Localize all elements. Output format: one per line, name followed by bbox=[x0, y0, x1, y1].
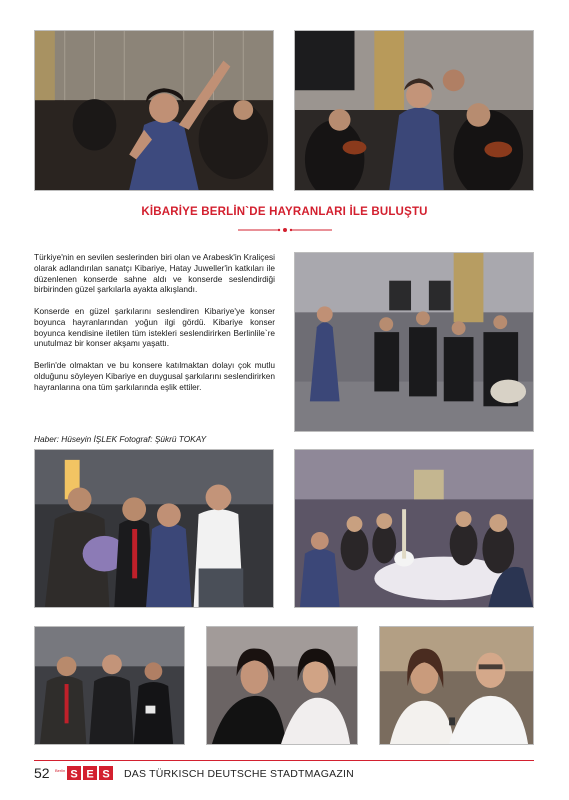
photo-singer-on-stage bbox=[34, 30, 274, 191]
magazine-name: DAS TÜRKISCH DEUTSCHE STADTMAGAZIN bbox=[124, 768, 354, 780]
photo-group-with-flowers bbox=[34, 449, 274, 608]
photo-audience-tables bbox=[294, 449, 534, 608]
article-title: KİBARİYE BERLİN`DE HAYRANLARI İLE BULUŞTU bbox=[141, 206, 428, 218]
article-paragraph: Konserde en güzel şarkılarını seslendiren Kibariye'ye konser boyunca hayranlarından yoğun ilgi gördü. Kibariye konser boyunca kendisine iletilen tüm istekleri seslendirirken Berlinlile`re unutulmaz bir konser akşamı yaşattı. bbox=[34, 305, 275, 349]
title-ornament bbox=[238, 226, 332, 234]
footer-divider bbox=[34, 760, 534, 761]
photo-singer-with-violinists bbox=[294, 30, 534, 191]
photo-concert-stage-wide bbox=[294, 252, 534, 432]
photo-three-men bbox=[34, 626, 185, 745]
svg-text:Berlin: Berlin bbox=[55, 768, 66, 773]
svg-text:E: E bbox=[86, 768, 94, 781]
ses-logo bbox=[55, 765, 119, 781]
page-number: 52 bbox=[34, 765, 50, 781]
article-paragraph: Türkiye'nin en sevilen seslerinden biri olan ve Arabesk'in Kraliçesi olarak adlandırılan sanatçı Kibariye, Hatay Juweller'in katkıları ile düzenlenen konserde sahne aldı ve konserde seslendirdiği birbirinden güzel şarkılarla ayakta alkışlandı. bbox=[34, 252, 275, 295]
photo-couple-dancing bbox=[379, 626, 534, 745]
svg-text:S: S bbox=[70, 768, 78, 781]
svg-text:S: S bbox=[102, 768, 110, 781]
photo-two-women bbox=[206, 626, 358, 745]
article-body bbox=[34, 252, 275, 403]
article-paragraph: Berlin'de olmaktan ve bu konsere katılmaktan dolayı çok mutlu olduğunu söyleyen Kibariye en duygusal şarkılarını seslendirirken hayranlarına ona tüm şarkılarında eşlik ettiler. bbox=[34, 359, 275, 392]
photo-credit: Haber: Hüseyin İŞLEK Fotograf: Şükrü TOKAY bbox=[34, 434, 207, 444]
